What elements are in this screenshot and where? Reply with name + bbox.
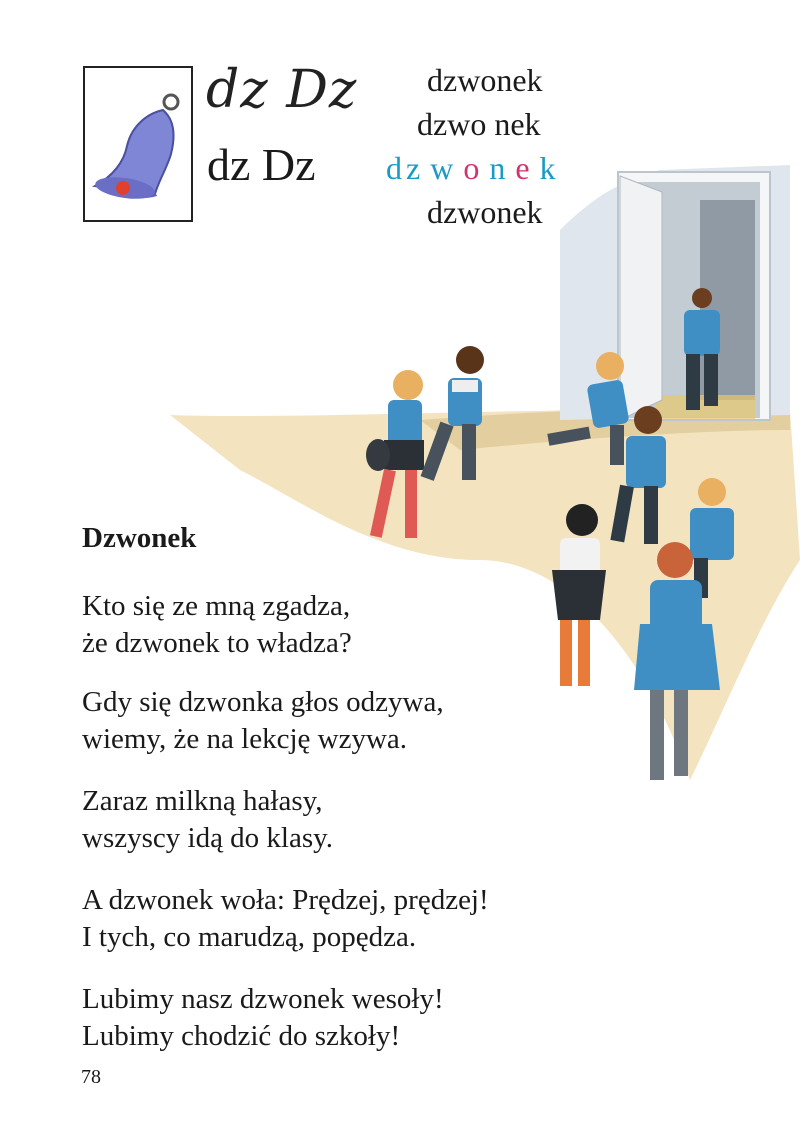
stanza-line: I tych, co marudzą, popędza. (82, 921, 417, 953)
stanza-4 (82, 882, 489, 956)
stanza-2 (82, 684, 444, 758)
stanza-line: A dzwonek woła: Prędzej, prędzej! (82, 884, 489, 916)
word-letter: k (539, 150, 560, 186)
stanza-line: Kto się ze mną zgadza, (82, 590, 351, 622)
page-number: 78 (81, 1066, 101, 1088)
script-letters: dz Dz (206, 60, 358, 120)
word-letter: dz (386, 150, 425, 186)
word-letter: e (515, 150, 534, 186)
stanza-3 (82, 783, 333, 857)
word-letter: w (430, 150, 458, 186)
stanza-line: Lubimy chodzić do szkoły! (82, 1020, 401, 1052)
stanza-line: że dzwonek to władza? (82, 627, 352, 659)
word-whole-repeat: dzwonek (427, 194, 543, 230)
poem-title: Dzwonek (82, 522, 197, 554)
print-letters: dz Dz (207, 139, 316, 190)
stanza-line: wszyscy idą do klasy. (82, 822, 334, 854)
stanza-5 (82, 981, 444, 1055)
stanza-1 (82, 588, 352, 662)
word-letter: o (463, 150, 484, 186)
stanza-line: wiemy, że na lekcję wzywa. (82, 723, 408, 755)
stanza-line: Lubimy nasz dzwonek wesoły! (82, 983, 444, 1015)
word-whole: dzwonek (427, 62, 543, 98)
word-letter: n (489, 150, 510, 186)
stanza-line: Zaraz milkną hałasy, (82, 785, 323, 817)
word-syllables: dzwo nek (417, 106, 541, 142)
stanza-line: Gdy się dzwonka głos odzywa, (82, 686, 444, 718)
